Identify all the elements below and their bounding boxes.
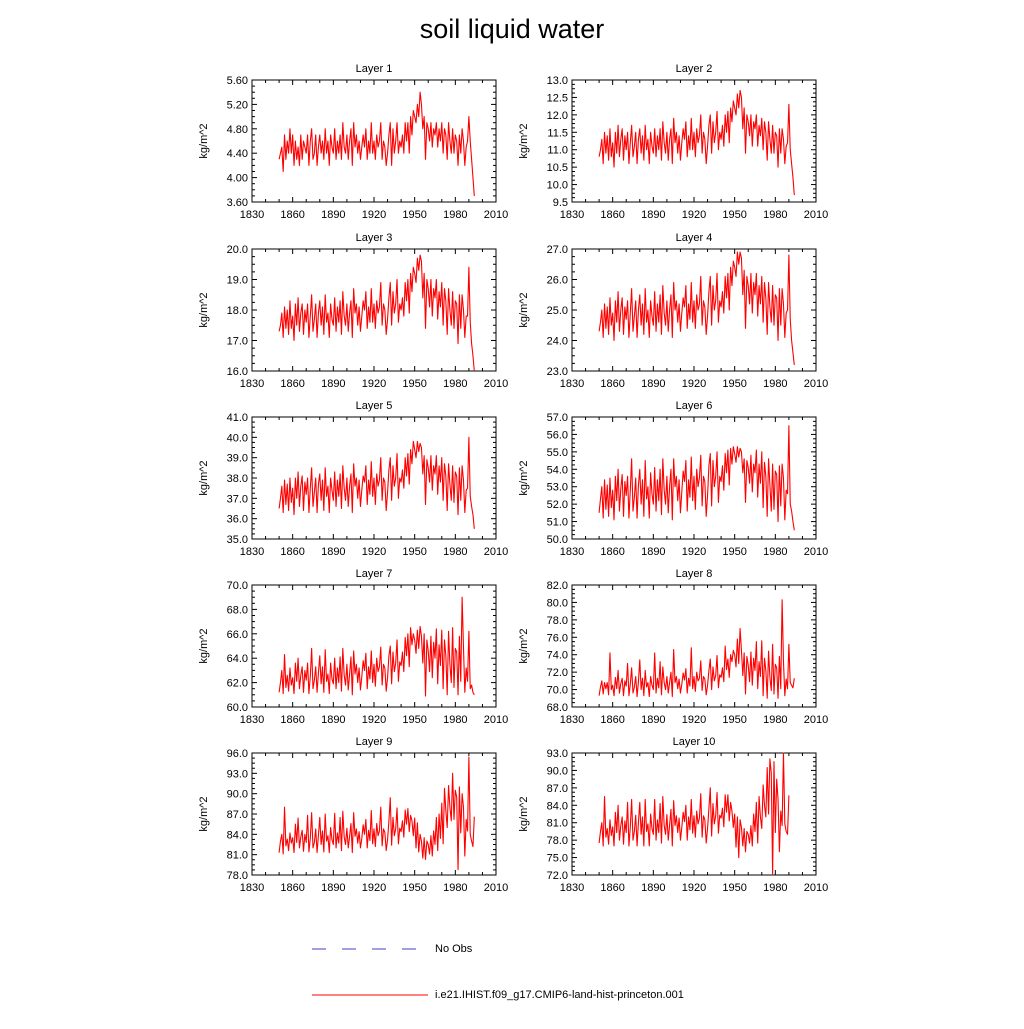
x-tick-label: 1830	[239, 209, 265, 221]
series-line	[279, 92, 474, 196]
x-tick-label: 1950	[722, 378, 747, 390]
y-tick-label: 10.5	[546, 162, 568, 175]
x-tick-label: 1890	[321, 714, 346, 726]
x-tick-label: 2010	[803, 882, 829, 894]
x-tick-label: 1920	[361, 882, 387, 894]
y-tick-label: 41.0	[226, 412, 248, 424]
y-tick-label: 54.0	[546, 464, 568, 477]
y-tick-label: 12.5	[546, 92, 568, 105]
panel-title: Layer 2	[675, 63, 713, 75]
y-tick-label: 5.60	[226, 75, 248, 87]
y-tick-label: 70.0	[226, 580, 248, 592]
x-tick-label: 2010	[803, 378, 829, 390]
y-tick-label: 5.20	[226, 99, 248, 112]
x-tick-label: 1980	[763, 882, 788, 894]
panel-title: Layer 4	[675, 232, 713, 244]
x-tick-label: 1890	[641, 714, 666, 726]
series-line	[599, 90, 794, 195]
y-tick-label: 19.0	[226, 274, 248, 287]
x-tick-label: 1830	[239, 378, 265, 390]
x-tick-label: 1890	[641, 209, 666, 221]
y-tick-label: 78.0	[546, 835, 568, 848]
x-tick-label: 1920	[681, 378, 707, 390]
series-line	[599, 426, 794, 531]
x-tick-label: 1890	[321, 209, 346, 221]
y-tick-label: 96.0	[226, 748, 248, 760]
y-tick-label: 93.0	[226, 768, 248, 781]
panel-title: Layer 7	[355, 568, 393, 580]
figure-title: soil liquid water	[419, 14, 605, 44]
y-tick-label: 27.0	[546, 244, 568, 256]
y-tick-label: 76.0	[546, 632, 568, 645]
x-tick-label: 1920	[681, 209, 707, 221]
panel-title: Layer 1	[355, 63, 393, 75]
y-tick-label: 60.0	[226, 702, 248, 714]
panel-title: Layer 10	[672, 736, 716, 748]
x-tick-label: 1950	[402, 882, 427, 894]
x-tick-label: 1920	[361, 378, 387, 390]
x-tick-label: 1980	[763, 378, 788, 390]
x-tick-label: 1860	[600, 546, 625, 558]
y-tick-label: 12.0	[546, 109, 568, 122]
y-tick-label: 36.0	[226, 513, 248, 526]
y-tick-label: 26.0	[546, 274, 568, 287]
panel-title: Layer 5	[355, 400, 393, 412]
y-axis-label: kg/m^2	[518, 796, 530, 832]
series-line	[599, 753, 789, 874]
x-tick-label: 1920	[361, 209, 387, 221]
y-tick-label: 62.0	[226, 677, 248, 690]
y-tick-label: 51.0	[546, 516, 568, 529]
y-axis-label: kg/m^2	[518, 460, 530, 496]
x-tick-label: 1860	[600, 714, 625, 726]
x-tick-label: 1890	[641, 882, 666, 894]
y-tick-label: 78.0	[546, 614, 568, 627]
x-tick-label: 1890	[321, 378, 346, 390]
x-tick-label: 1920	[681, 546, 707, 558]
y-axis-label: kg/m^2	[198, 460, 210, 496]
y-tick-label: 4.80	[226, 123, 248, 136]
y-axis-label: kg/m^2	[518, 628, 530, 664]
y-tick-label: 40.0	[226, 432, 248, 445]
x-tick-label: 1830	[239, 882, 265, 894]
y-tick-label: 70.0	[546, 684, 568, 697]
y-tick-label: 38.0	[226, 473, 248, 485]
x-tick-label: 2010	[803, 546, 829, 558]
y-tick-label: 72.0	[546, 870, 568, 882]
x-tick-label: 1860	[600, 209, 625, 221]
y-tick-label: 4.40	[226, 148, 248, 161]
x-tick-label: 1860	[280, 882, 305, 894]
y-tick-label: 87.0	[226, 809, 248, 821]
y-tick-label: 52.0	[546, 499, 568, 512]
y-tick-label: 87.0	[546, 782, 568, 795]
panel-title: Layer 9	[355, 736, 393, 748]
y-tick-label: 9.5	[552, 197, 568, 209]
x-tick-label: 1980	[443, 714, 468, 726]
x-tick-label: 1830	[559, 546, 585, 558]
y-tick-label: 17.0	[226, 335, 248, 348]
y-tick-label: 72.0	[546, 667, 568, 680]
x-tick-label: 1980	[763, 714, 788, 726]
x-tick-label: 1830	[239, 546, 265, 558]
x-tick-label: 1890	[641, 546, 666, 558]
y-tick-label: 16.0	[226, 366, 248, 378]
panel-title: Layer 6	[675, 400, 713, 412]
y-axis-label: kg/m^2	[198, 628, 210, 664]
x-tick-label: 1860	[280, 714, 305, 726]
x-tick-label: 1950	[402, 378, 427, 390]
x-tick-label: 1860	[600, 882, 625, 894]
y-tick-label: 50.0	[546, 534, 568, 546]
y-tick-label: 13.0	[546, 75, 568, 87]
y-tick-label: 66.0	[226, 628, 248, 641]
y-tick-label: 3.60	[226, 197, 248, 209]
series-line	[279, 255, 474, 371]
y-axis-label: kg/m^2	[518, 292, 530, 328]
x-tick-label: 1860	[280, 546, 305, 558]
x-tick-label: 1920	[681, 714, 707, 726]
x-tick-label: 1980	[443, 882, 468, 894]
y-tick-label: 37.0	[226, 493, 248, 506]
x-tick-label: 1950	[722, 882, 747, 894]
x-tick-label: 1980	[763, 209, 788, 221]
x-tick-label: 1950	[402, 546, 427, 558]
x-tick-label: 1860	[280, 378, 305, 390]
y-tick-label: 90.0	[226, 788, 248, 801]
y-tick-label: 80.0	[546, 597, 568, 610]
x-tick-label: 1830	[239, 714, 265, 726]
x-tick-label: 1950	[402, 714, 427, 726]
x-tick-label: 2010	[483, 882, 509, 894]
x-tick-label: 2010	[483, 714, 509, 726]
x-tick-label: 1890	[321, 546, 346, 558]
x-tick-label: 1830	[559, 882, 585, 894]
y-tick-label: 84.0	[226, 829, 248, 842]
series-line	[279, 437, 474, 529]
y-tick-label: 81.0	[546, 817, 568, 830]
legend-model-label: i.e21.IHIST.f09_g17.CMIP6-land-hist-princeton.001	[435, 989, 684, 1001]
x-tick-label: 1890	[321, 882, 346, 894]
y-tick-label: 10.0	[546, 179, 568, 192]
y-axis-label: kg/m^2	[198, 123, 210, 159]
plot-frame	[572, 753, 816, 875]
y-tick-label: 23.0	[546, 366, 568, 378]
x-tick-label: 1950	[722, 546, 747, 558]
y-tick-label: 56.0	[546, 429, 568, 442]
y-tick-label: 20.0	[226, 244, 248, 256]
y-axis-label: kg/m^2	[198, 796, 210, 832]
y-tick-label: 39.0	[226, 452, 248, 465]
y-tick-label: 93.0	[546, 748, 568, 760]
y-tick-label: 55.0	[546, 446, 568, 459]
y-tick-label: 75.0	[546, 852, 568, 865]
x-tick-label: 2010	[483, 378, 509, 390]
legend-no-obs-label: No Obs	[435, 943, 473, 955]
x-tick-label: 2010	[803, 714, 829, 726]
y-axis-label: kg/m^2	[518, 123, 530, 159]
y-tick-label: 35.0	[226, 534, 248, 546]
y-tick-label: 57.0	[546, 412, 568, 424]
x-tick-label: 2010	[803, 209, 829, 221]
x-tick-label: 1920	[361, 714, 387, 726]
x-tick-label: 1830	[559, 209, 585, 221]
x-tick-label: 1980	[443, 546, 468, 558]
y-tick-label: 68.0	[226, 604, 248, 617]
x-tick-label: 1950	[402, 209, 427, 221]
x-tick-label: 1950	[722, 714, 747, 726]
y-tick-label: 68.0	[546, 702, 568, 714]
y-tick-label: 81.0	[226, 849, 248, 862]
panel-title: Layer 3	[355, 232, 393, 244]
series-line	[279, 757, 474, 870]
y-tick-label: 11.5	[547, 127, 568, 140]
y-tick-label: 25.0	[546, 305, 568, 317]
x-tick-label: 1830	[559, 714, 585, 726]
y-tick-label: 24.0	[546, 335, 568, 348]
y-tick-label: 78.0	[226, 870, 248, 882]
x-tick-label: 1860	[280, 209, 305, 221]
y-tick-label: 53.0	[546, 481, 568, 494]
x-tick-label: 2010	[483, 209, 509, 221]
x-tick-label: 1860	[600, 378, 625, 390]
y-tick-label: 64.0	[226, 653, 248, 666]
x-tick-label: 2010	[483, 546, 509, 558]
series-line	[599, 252, 794, 365]
x-tick-label: 1830	[559, 378, 585, 390]
x-tick-label: 1920	[361, 546, 387, 558]
series-line	[599, 600, 794, 698]
y-tick-label: 18.0	[226, 305, 248, 317]
y-tick-label: 84.0	[546, 800, 568, 813]
y-tick-label: 74.0	[546, 649, 568, 662]
y-tick-label: 11.0	[547, 144, 568, 157]
x-tick-label: 1920	[681, 882, 707, 894]
x-tick-label: 1980	[443, 378, 468, 390]
panel-title: Layer 8	[675, 568, 713, 580]
y-axis-label: kg/m^2	[198, 292, 210, 328]
y-tick-label: 82.0	[546, 580, 568, 592]
y-tick-label: 90.0	[546, 765, 568, 778]
series-line	[279, 597, 474, 696]
y-tick-label: 4.00	[226, 172, 248, 185]
x-tick-label: 1980	[763, 546, 788, 558]
x-tick-label: 1980	[443, 209, 468, 221]
x-tick-label: 1890	[641, 378, 666, 390]
x-tick-label: 1950	[722, 209, 747, 221]
